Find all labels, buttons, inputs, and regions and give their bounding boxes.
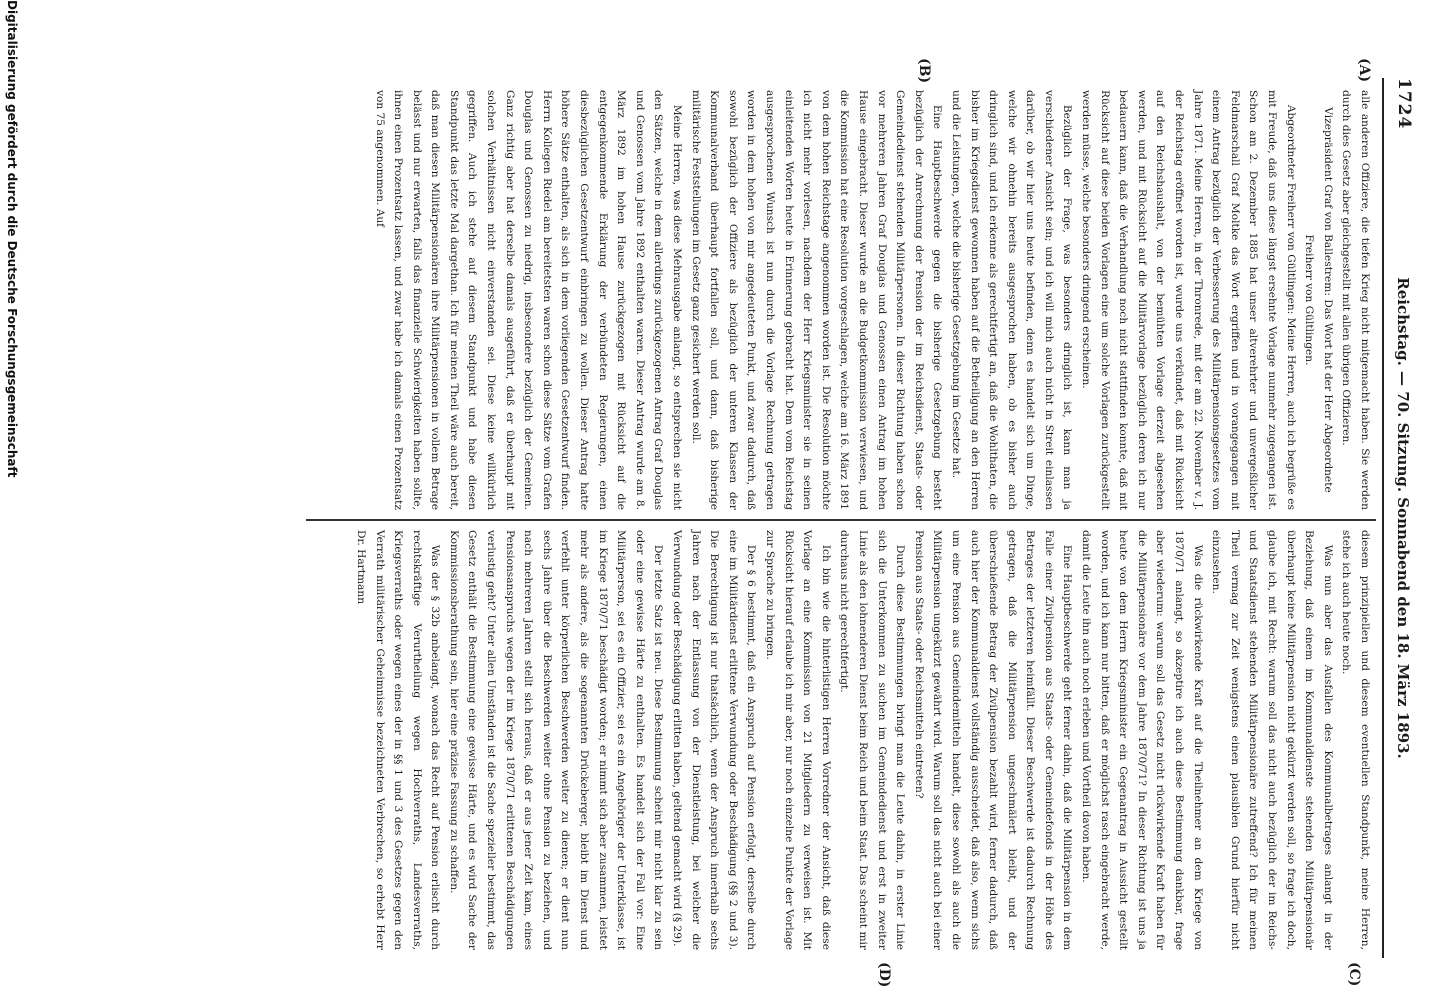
paragraph: Abgeordneter Freiherr von Gültlingen: Meine Herren, auch ich begrüße es mit Freude, daß uns diese längst ersehnte Vorlage nunmehr zugegangen ist. Schon am 2. Dezember 1885 hat unser altverehrter und unvergeßlicher Feldmarschall Graf Moltke das Wort ergriffen und in vorangegangen mit einem Antrag bezüglich der Verbesserung des Militärpensionsgesetzes vom Jahre 1871. Meine Herren, in der Thronrede, mit der am 22. November v. J. der Reichstag eröffnet worden ist, wurde uns verkündet, daß mit Rücksicht auf den Reichshaushalt, von der bemühten Vorlage derzeit abgesehen werden, und mit Rücksicht auf die Militärvorlage bezüglich deren ich nur bedauern kann, daß die Verhandlung noch nicht stattfinden konnte, daß mit Rücksicht auf diese beiden Vorlagen eine um solche Vorlagen zurückgestellt werden müsse, welche besonders dringend erscheinen. [1080,90,1297,510]
paragraph: Was nun aber das Ausfallen des Kommunalbetrages anlangt in der Beziehung, daß einem im Kommunaldienste stehenden Militärpensionär überhaupt keine Militärpension nicht gekürzt werden soll, so frage ich doch, glaube ich, mit Recht: warum soll das nicht auch bezüglich der im Reichs- und Staatsdienst stehenden Militärpensionäre zutreffend? Ich für meinen Theil vermag zur Zeit wenigstens einen plausiblen Grund hierfür nicht einzusehen. [1210,530,1334,950]
running-title: Reichstag. — 70. Sitzung. Sonnabend den 18. März 1893. [1394,277,1412,759]
paragraph: diesem prinzipiellen und diesem eventuellen Standpunkt, meine Herren, stehe ich auch heute noch. [1340,530,1371,950]
margin-marker-a: (A) [1356,58,1372,83]
paragraph: Vizepräsident Graf von Ballestrem: Das Wort hat der Herr Abgeordnete Freiherr von Gültlingen. [1303,107,1334,493]
paragraph: Eine Hauptbeschwerde gegen die bisherige Gesetzgebung besteht bezüglich der Anrechnung der Pension der im Reichsdienst, Staats- oder Gemeindedienst stehenden Militärpersonen. In dieser Richtung haben schon vor mehreren Jahren Graf Douglas und Genossen einen Antrag im hohen Hause eingebracht. Dieser wurde an die Budgetkommission verwiesen, und die Kommission hat eine Resolution vorgeschlagen, welche am 16. März 1891 von dem hohen Reichstage angenommen worden ist. Die Resolution möchte ich nicht mehr vorlesen, nachdem der Herr Kriegsminister sie in seinen einleitenden Worten heute in Erinnerung gebracht hat. Dem vom Reichstag ausgesprochenen Wunsch ist nun durch die Vorlage Rechnung getragen worden in dem hohen von mir angedeuteten Punkt, und zwar dadurch, daß sowohl bezüglich der Offiziere als bezüglich der unteren Klassen der Kommunalverband überhaupt fortfallen soll, und dann, daß bisherige militärische Feststellungen im Gesetz ganz gesichert werden soll. [689,90,944,510]
paragraph: Was der § 32b anbelangt, wonach das Recht auf Pension erlischt durch rechtskräftige Verurtheilung wegen Hochverraths, Landesverraths, Kriegsverraths oder wegen eines der in §§ 1 und 3 des Gesetzes gegen den Verrath militärischer Geheimnisse bezeichneten Verbrechen, so erhebt Herr Dr. Hartmann [354,530,442,950]
column-divider [306,519,1376,521]
left-text-column [373,90,1374,510]
page-number: 1724 [1394,78,1414,130]
paragraph: Der letzte Satz ist neu. Diese Bestimmung scheint mir nicht klar zu sein oder eine gewisse Härte zu enthalten. Es handelt sich der Fall vor: Eine Militärperson, sei es ein Offizier, sei es ein Angehöriger der Unterklasse, ist im Kriege 1870/71 beschädigt worden; er nimmt sich aber zusammen, leistet mehr als andere, als die sogenannten Drückeberger, bleibt im Dienst und verfehlt unter körperlichen Beschwerden weiter zu dienen; er dient nun sechs Jahre über die Beschwerden weiter ohne Pension zu beziehen, und nach mehreren Jahren stellt sich heraus, daß er aus jener Zeit kam, eines Pensionsanspruchs wegen der im Kriege 1870/71 erlittenen Beschädigungen verlustig geht? Unter allen Umständen ist die Sache spezieller bestimmt, das Gesetz enthält die Bestimmung eine gewisse Härte, und es wird Sache der Kommissionsberathung sein, hier eine präzise Fassung zu schaffen. [447,530,665,950]
digitization-credit [2,0,20,1000]
margin-marker-c: (C) [1346,962,1362,987]
right-text-column [334,530,1374,950]
paragraph: Der § 6 bestimmt, daß ein Anspruch auf Pension erfolgt, derselbe durch eine im Militärdienst erlittene Verwundung oder Beschädigung (§§ 2 und 3). Die Berechtigung ist nur thatsächlich, wenn der Anspruch innerhalb sechs Jahren nach der Entlassung von der Dienstleistung, bei welcher die Verwundung oder Beschädigung erlitten haben, geltend gemacht wird (§ 29). [671,530,758,950]
paragraph: Bezüglich der Frage, was besonders dringlich ist, kann man ja verschiedener Ansicht sein; und ich will mich auch nicht in Streit einlassen darüber, ob wir hier uns heute befinden, denn es handelt sich um Dinge, welche wir ohnehin bereits ausgesprochen haben, ob es bisher auch dringlich sind, und ich erkenne als gerechtfertigt an, daß die Wohlthaten, die bisher im Kriegsdienst gewonnen haben auf die Betheiligung an den Herren und die Leistungen, welche die bisherige Gesetzgebung im Gesetze hat. [949,90,1074,510]
paragraph: Meine Herren, was diese Mehrausgabe anlangt, so entsprechen sie nicht den Sätzen, welche in dem allerdings zurückgezogenen Antrag Graf Douglas und Genossen vom Jahre 1892 enthalten waren. Dieser Antrag wurde am 8. März 1892 im hohen Hause zurückgezogen mit Rücksicht auf die entgegenkommende Erklärung der verbündeten Regierungen, einen diesbezüglichen Gesetzentwurf einbringen zu wollen. Dieser Antrag hatte höhere Sätze enthalten, als sich in dem vorliegenden Gesetzentwurf finden. Herrn Kollegen Riedel am bereitetsten waren schon diese Sätze vom Grafen Douglas und Genossen zu niedrig, insbesondere bezüglich der Gemeinen. Ganz richtig aber hat derselbe damals ausgeführt, daß er überhaupt mit solchen Verhältnissen nicht einverstanden sei. Diese keine willkürlich gegriffen. Auch ich stehe auf diesem Standpunkt und habe diesen Standpunkt das letzte Mal dargethan. Ich für meinen Theil wäre auch bereit, daß man diesen Militärpensionären ihre Militärpensionen in vollem Betrage belässt und nur erwarten, falls das finanzielle Schwierigkeiten haben sollte, ihnen einen Prozentsatz lassen, und zwar habe ich damals einen Prozentsatz von 75 angenommen. Auf [373,90,684,510]
page-header [1382,78,1418,958]
paragraph: Eine Hauptbeschwerde geht ferner dahin, daß die Militärpension in dem Falle einer Zivilpension aus Staats- oder Gemeindefonds in der Höhe des Betrages der letzteren heimfällt. Dieser Beschwerde ist dadurch Rechnung getragen, daß die Militärpension ungeschmälert bleibt, und der überschießende Betrag der Zivilpension bezahlt wird, ferner dadurch, daß auch hier der Kommunaldienst vollständig ausscheidet, daß also, wenn sichs um eine Pension aus Gemeindemitteln handelt, diese sowohl als auch die Militärpension ungekürzt gewährt wird. Warum soll das nicht auch bei einer Pension aus Staats- oder Reichsmitteln eintreten? [912,530,1074,950]
paragraph: Durch diese Bestimmungen bringt man die Leute dahin, in erster Linie sich die Unterkommen zu suchen im Gemeindedienst und erst in zweiter Linie als den lohnenderen Dienst beim Reich und beim Staat. Das scheint mir durchaus nicht gerechtfertigt. [838,530,907,950]
margin-marker-b: (B) [916,58,932,84]
paragraph: Was die rückwirkende Kraft auf die Theilnehmer an dem Kriege von 1870/71 anlangt, so akzeptire ich auch diese Bestimmung dankbar, frage aber wiederum: warum soll das Gesetz nicht rückwirkende Kraft haben für die Militärpensionäre vor dem Jahre 1870/71? In dieser Richtung ist uns ja heute von dem Herrn Kriegsminister ein Gegenantrag in Aussicht gestellt worden, und ich kann nur bitten, daß er möglichst rasch eingebracht werde, damit die Leute ihn auch noch erleben und Vortheil davon haben. [1080,530,1204,950]
paragraph: alle anderen Offiziere, die tiefen Krieg nicht mitgemacht haben. Sie werden durch dies Gesetz aber gleichgestellt mit allen übrigen Offizieren. [1340,90,1371,510]
paragraph: Ich bin wie die hinterlistigen Herren Vorredner der Ansicht, daß diese Vorlage an eine Kommission von 21 Mitgliedern zu verweisen ist. Mit Rücksicht hierauf erlaube ich mir aber, nur noch einzelne Punkte der Vorlage zur Sprache zu bringen. [764,530,832,950]
credit-text: Digitalisierung gefördert durch die Deutsche Forschungsgemeinschaft [5,0,19,478]
margin-marker-d: (D) [876,962,892,988]
